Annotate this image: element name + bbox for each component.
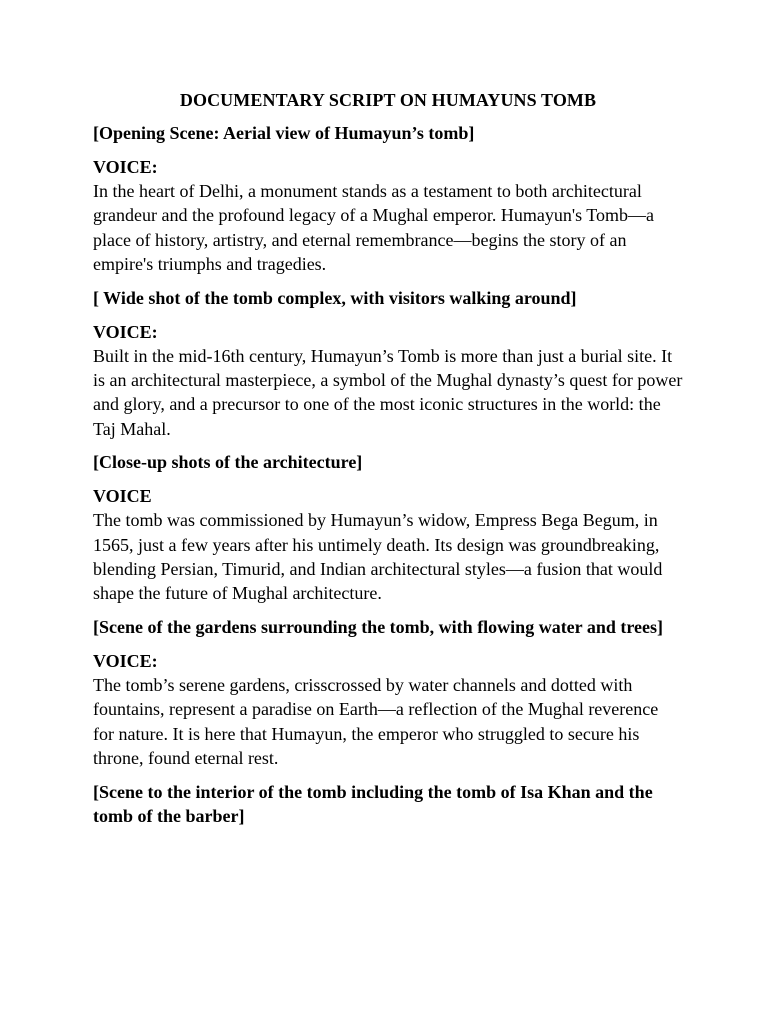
scene-direction: [Close-up shots of the architecture] <box>93 452 363 473</box>
voice-label: VOICE: <box>93 650 158 671</box>
scene-direction: [Opening Scene: Aerial view of Humayun’s tomb] <box>93 123 475 143</box>
voice-block <box>93 155 683 277</box>
voice-label: VOICE <box>93 486 152 507</box>
scene-direction: [ Wide shot of the tomb complex, with visitors walking around] <box>93 287 577 308</box>
document-title: DOCUMENTARY SCRIPT ON HUMAYUNS TOMB <box>179 90 597 110</box>
voice-text: The tomb was commissioned by Humayun’s widow, Empress Bega Begum, in 1565, just a few years after his untimely death. Its design was groundbreaking, blending Persian, Timurid, and Indian architectural styles—a fusion that would shape the future of Mughal architecture. <box>93 510 663 604</box>
voice-label: VOICE: <box>93 321 158 342</box>
scene-direction: [Scene to the interior of the tomb including the tomb of Isa Khan and the tomb of the barber] <box>93 781 653 826</box>
voice-label: VOICE: <box>93 157 158 177</box>
voice-block <box>93 649 683 771</box>
document-body <box>93 88 683 838</box>
voice-block <box>93 484 683 606</box>
voice-block <box>93 320 683 442</box>
voice-text: In the heart of Delhi, a monument stands as a testament to both architectural grandeur and the profound legacy of a Mughal emperor. Humayun's Tomb—a place of history, artistry, and eternal remembrance—begins the story of an empire's triumphs and tragedies. <box>93 181 654 275</box>
voice-text: The tomb’s serene gardens, crisscrossed by water channels and dotted with fountains, represent a paradise on Earth—a reflection of the Mughal reverence for nature. It is here that Humayun, the emperor who struggled to secure his throne, found eternal rest. <box>93 674 659 769</box>
voice-text: Built in the mid-16th century, Humayun’s Tomb is more than just a burial site. It is an architectural masterpiece, a symbol of the Mughal dynasty’s quest for power and glory, and a precursor to one of the most iconic structures in the world: the Taj Mahal. <box>93 345 683 439</box>
scene-direction: [Scene of the gardens surrounding the tomb, with flowing water and trees] <box>93 616 663 637</box>
